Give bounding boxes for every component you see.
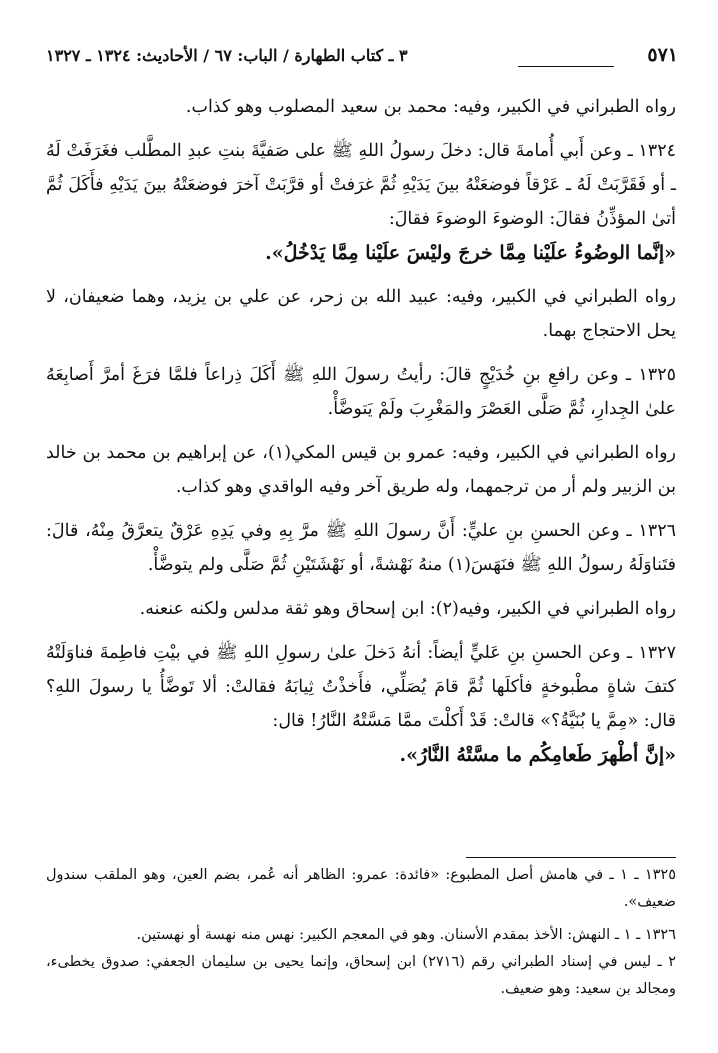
paragraph-source-note: رواه الطبراني في الكبير، وفيه: عبيد الله بن زحر، عن علي بن يزيد، وهما ضعيفان، لا يحل الاحتجاج بهما. — [46, 287, 676, 341]
header-rule — [518, 66, 614, 67]
main-text — [46, 90, 676, 772]
hadith-1327: ١٣٢٧ ـ وعن الحسنِ بنِ عَليٍّ أيضاً: أنهُ دَخلَ علىٰ رسولِ اللهِ ﷺ في بيْتِ فاطِمةَ فناوَلَتْهُ كتفَ شاةٍ مطْبوخةٍ فأكلَها ثُمَّ قامَ يُصَلِّي، فأَخذْتُ ثِيابَهُ فقالتْ: ألا تَوضَّأُ يا رسولَ اللهِ؟ قال: «مِمَّ يا بُنَيَّةُ؟» قالتْ: قَدْ أَكلْتَ ممَّا مَسَّتْهُ النَّارُ! قال: — [46, 643, 676, 731]
hadith-quote: «إنَّما الوضُوءُ علَيْنا مِمَّا خرجَ وليْسَ علَيْنا مِمَّا يَدْخُلُ». — [265, 242, 676, 264]
hadith-1325: ١٣٢٥ ـ وعن رافعِ بنِ خُدَيْجٍ قالَ: رأيتُ رسولَ اللهِ ﷺ أَكَلَ ذِراعاً فلمَّا فرَغَ أمرَّ أَصابِعَهُ علىٰ الجِدارِ، ثُمَّ صَلَّى العَصْرَ والمَغْرِبَ ولَمْ يَتوضَّأْ. — [46, 365, 676, 419]
running-title: ٣ ـ كتاب الطهارة / الباب: ٦٧ / الأحاديث: ١٣٢٤ ـ ١٣٢٧ — [46, 46, 408, 65]
page-header — [46, 44, 678, 78]
hadith-1326: ١٣٢٦ ـ وعن الحسنِ بنِ عليٍّ: أَنَّ رسولَ اللهِ ﷺ مرَّ بِهِ وفي يَدِهِ عَرْقٌ يتعرَّقُ مِنْهُ، قالَ: فتَناوَلَهُ رسولُ اللهِ ﷺ فنَهَسَ(١) منهُ نَهْشةً، أو نَهْشَتَيْنِ ثُمَّ صَلَّى ولم يتوضَّأْ. — [46, 521, 676, 575]
footnote-divider — [466, 857, 676, 858]
paragraph-source-note: رواه الطبراني في الكبير، وفيه: محمد بن سعيد المصلوب وهو كذاب. — [185, 97, 676, 117]
footnote: ١٣٢٥ ـ ١ ـ في هامش أصل المطبوع: «فائدة: عمرو: الظاهر أنه عُمر، بضم العين، وهو الملقب سندول ضعيف». — [46, 867, 676, 910]
footnote: ١٣٢٦ ـ ١ ـ النهش: الأخذ بمقدم الأسنان. وهو في المعجم الكبير: نهس منه نهسة أو نهستين. — [136, 927, 676, 943]
paragraph-source-note: رواه الطبراني في الكبير، وفيه: عمرو بن قيس المكي(١)، عن إبراهيم بن محمد بن خالد بن الزبير ولم أر من ترجمهما، وله طريق آخر وفيه الواقدي وهو كذاب. — [46, 443, 676, 497]
page-number: ٥٧١ — [647, 44, 678, 66]
hadith-quote: «إنَّ أطْهرَ طَعامِكُم ما مسَّتْهُ النَّارُ». — [399, 744, 676, 766]
footnotes — [46, 862, 676, 1003]
footnote: ٢ ـ ليس في إسناد الطبراني رقم (٢٧١٦) ابن إسحاق، وإنما يحيى بن سليمان الجعفي: صدوق يخطىء، ومجالد بن سعيد: وهو ضعيف. — [46, 954, 676, 997]
hadith-1324: ١٣٢٤ ـ وعن أَبي أُمامةَ قال: دخلَ رسولُ اللهِ ﷺ على صَفيَّةَ بنتِ عبدِ المطَّلب فغَرَفَتْ لَهُ ـ أو فَقَرَّبَتْ لَهُ ـ عَرْقاً فوضعَتْهُ بينَ يَدَيْهِ ثُمَّ غرَفتْ أو قرَّبَتْ آخرَ فوضعَتْهُ بينَ يَدَيْهِ فأَكَلَ ثُمَّ أتىٰ المؤذِّنُ فقالَ: الوضوءَ الوضوءَ فقالَ: — [46, 141, 676, 229]
paragraph-source-note: رواه الطبراني في الكبير، وفيه(٢): ابن إسحاق وهو ثقة مدلس ولكنه عنعنه. — [139, 599, 676, 619]
